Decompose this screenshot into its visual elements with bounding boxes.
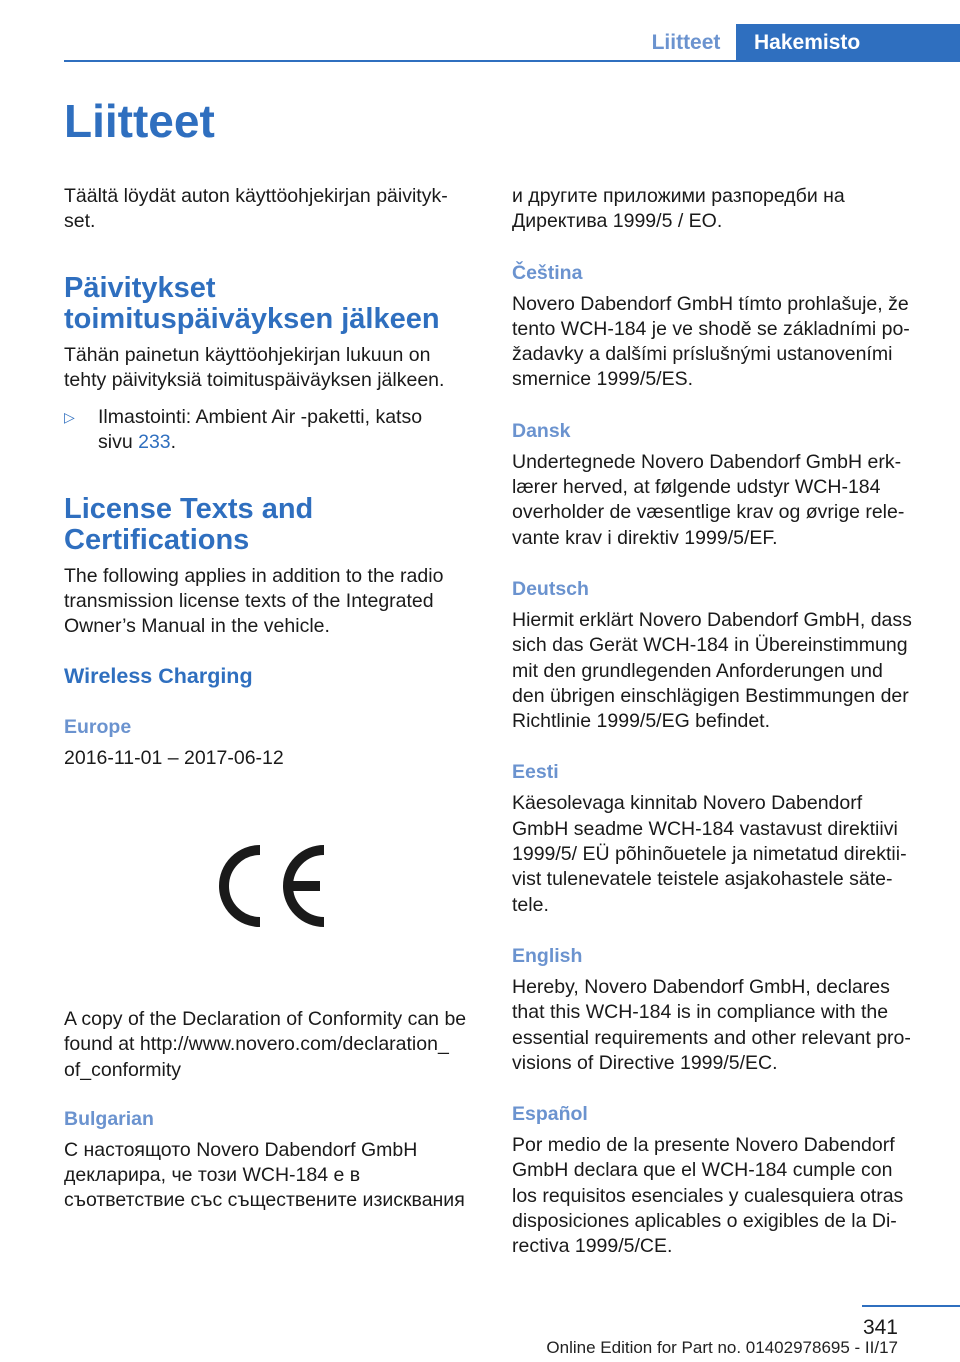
dansk-heading: Dansk — [512, 419, 571, 442]
espanol-text: Por medio de la presente Novero Dabendorf GmbH declara que el WCH-184 cumple con los requisitos esenciales y cualesquiera otras disposiciones aplicables o exigibles de la Di- rectiva 1999/5/CE. — [512, 1134, 904, 1258]
bullet-text: Ilmastointi: Ambient Air -paketti, katso sivu — [98, 406, 423, 454]
license-text: The following applies in addition to the radio transmission license texts of the Integrated Owner’s Manual in the vehicle. — [64, 564, 444, 638]
tab-hakemisto-label: Hakemisto — [754, 31, 861, 54]
bulgarian-cont-text: и другите приложими разпоредби на Директива 1999/5 / ЕО. — [512, 185, 845, 233]
dansk-text: Undertegnede Novero Dabendorf GmbH erk- lærer herved, at følgende udstyr WCH-184 overholder de væsentlige krav og øvrige rele- vante krav i direktiv 1999/5/EF. — [512, 450, 905, 549]
triangle-bullet-icon: ▷ — [64, 409, 75, 426]
bullet-end: . — [170, 431, 177, 454]
list-item — [64, 405, 484, 456]
license-heading: License Texts and Certifications — [64, 492, 314, 556]
wireless-heading: Wireless Charging — [64, 663, 253, 688]
declaration-text: A copy of the Declaration of Conformity can be found at http://www.novero.com/declaration_ of_conformity — [64, 1007, 467, 1081]
page-title: Liitteet — [64, 95, 215, 147]
page-link-233[interactable]: 233 — [138, 431, 171, 454]
tab-liitteet[interactable]: Liitteet — [651, 31, 721, 54]
footer-rule — [862, 1305, 960, 1307]
intro-text: Täältä löydät auton käyttöohjekirjan päivityk- set. — [64, 185, 448, 233]
tab-hakemisto[interactable] — [736, 24, 960, 61]
updates-text: Tähän painetun käyttöohjekirjan lukuun on tehty päivityksiä toimituspäiväyksen jälkeen. — [64, 343, 445, 391]
eesti-text: Käesolevaga kinnitab Novero Dabendorf GmbH seadme WCH-184 vastavust direktiivi 1999/5/ EÜ põhinõuetele ja nimetatud direktii- vist tulenevatele teistele asjakohastele säte- tele. — [512, 792, 907, 916]
ce-mark-icon — [210, 843, 328, 929]
deutsch-text: Hiermit erklärt Novero Dabendorf GmbH, dass sich das Gerät WCH-184 in Übereinstimmung mit den grundlegenden Anforderungen und den übrigen einschlägigen Bestimmungen der Richtlinie 1999/5/EG befindet. — [512, 608, 912, 733]
english-heading: English — [512, 944, 583, 967]
espanol-heading: Español — [512, 1103, 588, 1126]
cestina-heading: Čeština — [512, 261, 583, 284]
english-text: Hereby, Novero Dabendorf GmbH, declares that this WCH-184 is in compliance with the essential requirements and other relevant pro- visions of Directive 1999/5/EC. — [512, 975, 911, 1074]
updates-heading: Päivitykset toimituspäiväyksen jälkeen — [64, 271, 440, 335]
deutsch-heading: Deutsch — [512, 577, 589, 600]
bulgarian-text: С настоящото Novero Dabendorf GmbH декларира, че този WCH-184 е в съответствие със съществените изисквания — [64, 1138, 465, 1212]
date-range: 2016-11-01 – 2017-06-12 — [64, 746, 284, 769]
right-column — [512, 184, 932, 1260]
cestina-text: Novero Dabendorf GmbH tímto prohlašuje, že tento WCH-184 je ve shodě se základními po- žadavky a dalšími príslušnými ustanoveními smernice 1999/5/ES. — [512, 292, 910, 391]
page-number: 341 — [862, 1316, 898, 1339]
europe-heading: Europe — [64, 715, 132, 738]
eesti-heading: Eesti — [512, 761, 559, 784]
edition-text: Online Edition for Part no. 01402978695 - II/17 — [546, 1338, 898, 1357]
left-column — [64, 184, 484, 1214]
bulgarian-heading: Bulgarian — [64, 1107, 154, 1130]
